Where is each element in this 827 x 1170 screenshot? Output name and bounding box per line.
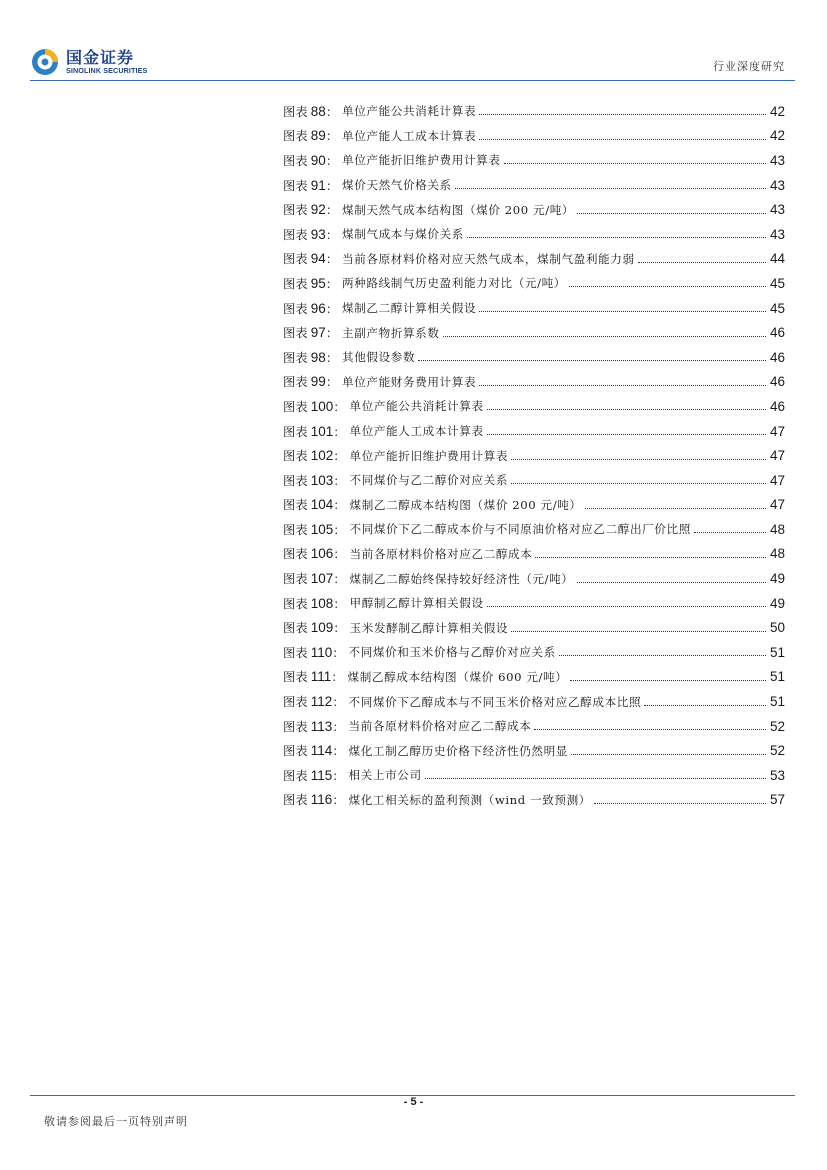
toc-entry-leader — [418, 360, 766, 361]
toc-entry-title: 单位产能公共消耗计算表 — [349, 399, 484, 414]
toc-entry-page: 42 — [769, 103, 785, 119]
toc-entry[interactable] — [283, 517, 785, 542]
toc-entry-title: 单位产能财务费用计算表 — [342, 374, 477, 389]
toc-entry-label: 图表 — [283, 695, 308, 710]
toc-entry-title: 主副产物折算系数 — [342, 325, 440, 340]
toc-entry[interactable] — [283, 665, 785, 690]
toc-entry-title: 煤制天然气成本结构图（煤价 200 元/吨） — [342, 202, 575, 217]
toc-entry-number: 99 — [310, 374, 326, 390]
toc-entry[interactable] — [283, 738, 785, 763]
toc-entry-label: 图表 — [283, 375, 308, 390]
toc-entry-number: 112 — [310, 694, 333, 710]
toc-entry[interactable] — [283, 714, 785, 739]
toc-entry-page: 53 — [769, 767, 785, 783]
toc-entry-page: 46 — [769, 325, 785, 341]
toc-entry-page: 46 — [769, 374, 785, 390]
toc-entry[interactable] — [283, 173, 785, 198]
toc-entry-colon: ： — [333, 621, 346, 636]
toc-entry[interactable] — [283, 443, 785, 468]
toc-entry-number: 95 — [310, 275, 326, 291]
toc-entry-leader — [585, 508, 766, 509]
toc-entry-leader — [479, 139, 766, 140]
toc-entry-leader — [487, 409, 766, 410]
toc-entry-title: 煤制乙醇成本结构图（煤价 600 元/吨） — [347, 669, 568, 684]
toc-entry-colon: ： — [332, 645, 345, 660]
toc-entry-number: 92 — [310, 202, 326, 218]
toc-entry-number: 106 — [310, 546, 334, 562]
toc-entry-leader — [443, 336, 766, 337]
toc-entry-page: 47 — [769, 472, 785, 488]
toc-entry[interactable] — [283, 320, 785, 345]
toc-entry-title: 单位产能人工成本计算表 — [349, 424, 484, 439]
toc-entry-leader — [511, 631, 766, 632]
toc-entry-page: 49 — [769, 571, 785, 587]
toc-entry-page: 43 — [769, 177, 785, 193]
toc-entry-leader — [504, 163, 766, 164]
toc-entry[interactable] — [283, 345, 785, 370]
toc-entry-colon: ： — [333, 473, 346, 488]
toc-entry-label: 图表 — [283, 596, 308, 611]
toc-entry-colon: ： — [325, 252, 338, 267]
toc-entry-leader — [479, 385, 766, 386]
toc-entry-title: 单位产能人工成本计算表 — [342, 128, 477, 143]
toc-entry-colon: ： — [325, 178, 338, 193]
toc-entry-label: 图表 — [283, 153, 308, 168]
toc-entry-leader — [569, 286, 766, 287]
toc-entry[interactable] — [283, 468, 785, 493]
toc-entry-title: 单位产能折旧维护费用计算表 — [342, 153, 501, 168]
toc-entry-leader — [571, 754, 766, 755]
toc-entry-colon: ： — [325, 375, 338, 390]
toc-entry-page: 51 — [769, 669, 785, 685]
toc-entry-colon: ： — [325, 153, 338, 168]
toc-entry-number: 104 — [310, 497, 334, 513]
toc-entry[interactable] — [283, 566, 785, 591]
toc-entry-title: 单位产能折旧维护费用计算表 — [349, 448, 509, 463]
toc-entry[interactable] — [283, 788, 785, 813]
toc-entry[interactable] — [283, 296, 785, 321]
toc-entry-page: 57 — [769, 792, 785, 808]
toc-entry-label: 图表 — [283, 768, 308, 783]
toc-entry-page: 44 — [769, 251, 785, 267]
toc-entry[interactable] — [283, 640, 785, 665]
toc-entry-page: 45 — [769, 275, 785, 291]
toc-entry-page: 50 — [769, 620, 785, 636]
toc-entry-leader — [559, 655, 766, 656]
toc-entry-colon: ： — [333, 449, 346, 464]
toc-entry[interactable] — [283, 370, 785, 395]
toc-entry-colon: ： — [325, 326, 338, 341]
toc-entry[interactable] — [283, 247, 785, 272]
toc-entry-label: 图表 — [283, 473, 308, 488]
toc-entry-page: 48 — [769, 546, 785, 562]
toc-entry-title: 不同煤价下乙醇成本与不同玉米价格对应乙醇成本比照 — [348, 694, 642, 709]
toc-entry-title: 当前各原材料价格对应乙二醇成本 — [348, 719, 532, 734]
header-divider — [30, 80, 795, 81]
toc-entry-page: 46 — [769, 349, 785, 365]
toc-entry-leader — [479, 311, 766, 312]
toc-entry-leader — [479, 114, 766, 115]
logo-english-name: SINOLINK SECURITIES — [66, 66, 148, 75]
toc-entry-leader — [644, 705, 766, 706]
toc-entry-label: 图表 — [283, 719, 308, 734]
toc-entry[interactable] — [283, 222, 785, 247]
toc-entry-leader — [594, 803, 766, 804]
toc-entry-colon: ： — [332, 719, 345, 734]
toc-entry-number: 114 — [310, 743, 333, 759]
toc-entry-number: 108 — [310, 595, 334, 611]
toc-entry-label: 图表 — [283, 645, 308, 660]
logo-text — [66, 49, 147, 75]
toc-entry-colon: ： — [325, 350, 338, 365]
toc-entry-leader — [694, 532, 766, 533]
toc-entry-title: 当前各原材料价格对应天然气成本，煤制气盈利能力弱 — [342, 251, 635, 266]
toc-entry-title: 煤化工制乙醇历史价格下经济性仍然明显 — [348, 743, 568, 758]
toc-entry[interactable] — [283, 493, 785, 518]
toc-entry-number: 97 — [310, 325, 326, 341]
toc-entry[interactable] — [283, 394, 785, 419]
toc-entry-number: 100 — [310, 398, 334, 414]
toc-entry-number: 110 — [310, 644, 333, 660]
toc-entry-number: 107 — [310, 571, 334, 587]
toc-entry[interactable] — [283, 124, 785, 149]
toc-entry-title: 煤制乙二醇计算相关假设 — [342, 301, 477, 316]
toc-entry-colon: ： — [333, 522, 346, 537]
toc-entry-label: 图表 — [283, 350, 308, 365]
toc-entry-colon: ： — [331, 670, 344, 685]
toc-entry-colon: ： — [332, 768, 345, 783]
toc-entry-page: 51 — [769, 694, 785, 710]
page-header — [0, 0, 827, 82]
toc-entry-label: 图表 — [283, 498, 308, 513]
toc-entry-leader — [467, 237, 766, 238]
toc-entry-number: 109 — [310, 620, 334, 636]
toc-entry-label: 图表 — [283, 572, 308, 587]
toc-entry-page: 42 — [769, 128, 785, 144]
toc-entry-title: 煤制气成本与煤价关系 — [342, 227, 464, 242]
toc-entry-colon: ： — [325, 276, 338, 291]
toc-entry-title: 玉米发酵制乙醇计算相关假设 — [349, 620, 509, 635]
toc-entry-page: 47 — [769, 448, 785, 464]
toc-entry-page: 49 — [769, 595, 785, 611]
toc-entry-number: 102 — [310, 448, 334, 464]
toc-entry-label: 图表 — [283, 104, 308, 119]
toc-entry-label: 图表 — [283, 326, 308, 341]
footer-disclaimer: 敬请参阅最后一页特别声明 — [44, 1115, 188, 1128]
toc-entry-number: 115 — [310, 767, 333, 783]
toc-entry-number: 111 — [310, 669, 332, 685]
toc-entry-label: 图表 — [283, 744, 308, 759]
toc-entry-number: 96 — [310, 300, 326, 316]
toc-entry-title: 不同煤价和玉米价格与乙醇价对应关系 — [348, 645, 556, 660]
toc-entry-label: 图表 — [283, 621, 308, 636]
toc-entry-colon: ： — [332, 793, 345, 808]
toc-entry-title: 煤制乙二醇始终保持较好经济性（元/吨） — [349, 571, 574, 586]
toc-entry-page: 43 — [769, 226, 785, 242]
toc-entry-title: 单位产能公共消耗计算表 — [342, 104, 477, 119]
toc-entry-title: 不同煤价下乙二醇成本价与不同原油价格对应乙二醇出厂价比照 — [349, 522, 691, 537]
toc-entry-label: 图表 — [283, 399, 308, 414]
toc-entry-title: 甲醇制乙醇计算相关假设 — [349, 596, 484, 611]
toc-entry-label: 图表 — [283, 793, 308, 808]
toc-entry-label: 图表 — [283, 178, 308, 193]
toc-entry-number: 91 — [310, 177, 326, 193]
toc-entry-title: 不同煤价与乙二醇价对应关系 — [349, 473, 509, 488]
toc-entry-number: 105 — [310, 521, 334, 537]
toc-entry-page: 48 — [769, 521, 785, 537]
toc-entry-number: 93 — [310, 226, 326, 242]
toc-entry-number: 90 — [310, 152, 326, 168]
toc-entry-label: 图表 — [283, 449, 308, 464]
toc-entry-colon: ： — [333, 547, 346, 562]
toc-entry-number: 94 — [310, 251, 326, 267]
toc-entry[interactable] — [283, 591, 785, 616]
toc-entry-number: 89 — [310, 128, 326, 144]
toc-entry-colon: ： — [333, 498, 346, 513]
toc-entry-leader — [455, 188, 766, 189]
toc-entry[interactable] — [283, 615, 785, 640]
toc-entry-title: 当前各原材料价格对应乙二醇成本 — [349, 546, 533, 561]
toc-entry[interactable] — [283, 419, 785, 444]
toc-entry-number: 98 — [310, 349, 326, 365]
figure-table-of-contents — [283, 99, 785, 812]
toc-entry[interactable] — [283, 271, 785, 296]
toc-entry-leader — [534, 729, 766, 730]
toc-entry-colon: ： — [333, 572, 346, 587]
toc-entry-label: 图表 — [283, 227, 308, 242]
toc-entry-colon: ： — [333, 596, 346, 611]
toc-entry-leader — [425, 778, 766, 779]
toc-entry-page: 43 — [769, 152, 785, 168]
toc-entry-colon: ： — [325, 301, 338, 316]
toc-entry-number: 113 — [310, 718, 333, 734]
toc-entry-title: 煤制乙二醇成本结构图（煤价 200 元/吨） — [349, 497, 582, 512]
toc-entry[interactable] — [283, 542, 785, 567]
toc-entry-page: 52 — [769, 718, 785, 734]
toc-entry-page: 45 — [769, 300, 785, 316]
toc-entry-colon: ： — [332, 744, 345, 759]
toc-entry[interactable] — [283, 763, 785, 788]
toc-entry-colon: ： — [325, 203, 338, 218]
toc-entry-page: 52 — [769, 743, 785, 759]
toc-entry[interactable] — [283, 148, 785, 173]
toc-entry-title: 相关上市公司 — [348, 768, 422, 783]
toc-entry-page: 51 — [769, 644, 785, 660]
toc-entry-number: 88 — [310, 103, 326, 119]
toc-entry-page: 47 — [769, 497, 785, 513]
toc-entry-leader — [487, 434, 766, 435]
toc-entry-title: 煤化工相关标的盈利预测（wind 一致预测） — [348, 792, 592, 807]
toc-entry-leader — [638, 262, 766, 263]
toc-entry-label: 图表 — [283, 547, 308, 562]
toc-entry-colon: ： — [332, 695, 345, 710]
toc-entry-label: 图表 — [283, 203, 308, 218]
toc-entry[interactable] — [283, 99, 785, 124]
toc-entry-leader — [570, 680, 766, 681]
toc-entry-leader — [487, 606, 766, 607]
toc-entry-number: 101 — [310, 423, 334, 439]
toc-entry-title: 其他假设参数 — [342, 350, 416, 365]
toc-entry-label: 图表 — [283, 522, 308, 537]
toc-entry-title: 煤价天然气价格关系 — [342, 178, 452, 193]
toc-entry-leader — [577, 582, 767, 583]
toc-entry-colon: ： — [333, 424, 346, 439]
toc-entry-label: 图表 — [283, 301, 308, 316]
toc-entry-label: 图表 — [283, 252, 308, 267]
toc-entry-label: 图表 — [283, 424, 308, 439]
toc-entry-page: 43 — [769, 202, 785, 218]
sinolink-logo — [30, 44, 147, 80]
toc-entry-leader — [511, 459, 766, 460]
page-number: - 5 - — [403, 1096, 424, 1108]
toc-entry-colon: ： — [325, 227, 338, 242]
report-type: 行业深度研究 — [713, 60, 785, 73]
toc-entry-title: 两种路线制气历史盈利能力对比（元/吨） — [342, 276, 566, 291]
toc-entry[interactable] — [283, 197, 785, 222]
toc-entry-colon: ： — [325, 129, 338, 144]
toc-entry-label: 图表 — [283, 276, 308, 291]
toc-entry-page: 46 — [769, 398, 785, 414]
toc-entry-leader — [535, 557, 766, 558]
toc-entry-page: 47 — [769, 423, 785, 439]
toc-entry-colon: ： — [325, 104, 338, 119]
toc-entry-leader — [511, 483, 766, 484]
toc-entry-label: 图表 — [283, 670, 308, 685]
toc-entry-number: 116 — [310, 792, 333, 808]
toc-entry-leader — [577, 213, 766, 214]
sinolink-logo-icon — [30, 47, 60, 77]
toc-entry-number: 103 — [310, 472, 334, 488]
logo-chinese-name: 国金证券 — [66, 48, 135, 67]
toc-entry-label: 图表 — [283, 129, 308, 144]
toc-entry[interactable] — [283, 689, 785, 714]
toc-entry-colon: ： — [333, 399, 346, 414]
